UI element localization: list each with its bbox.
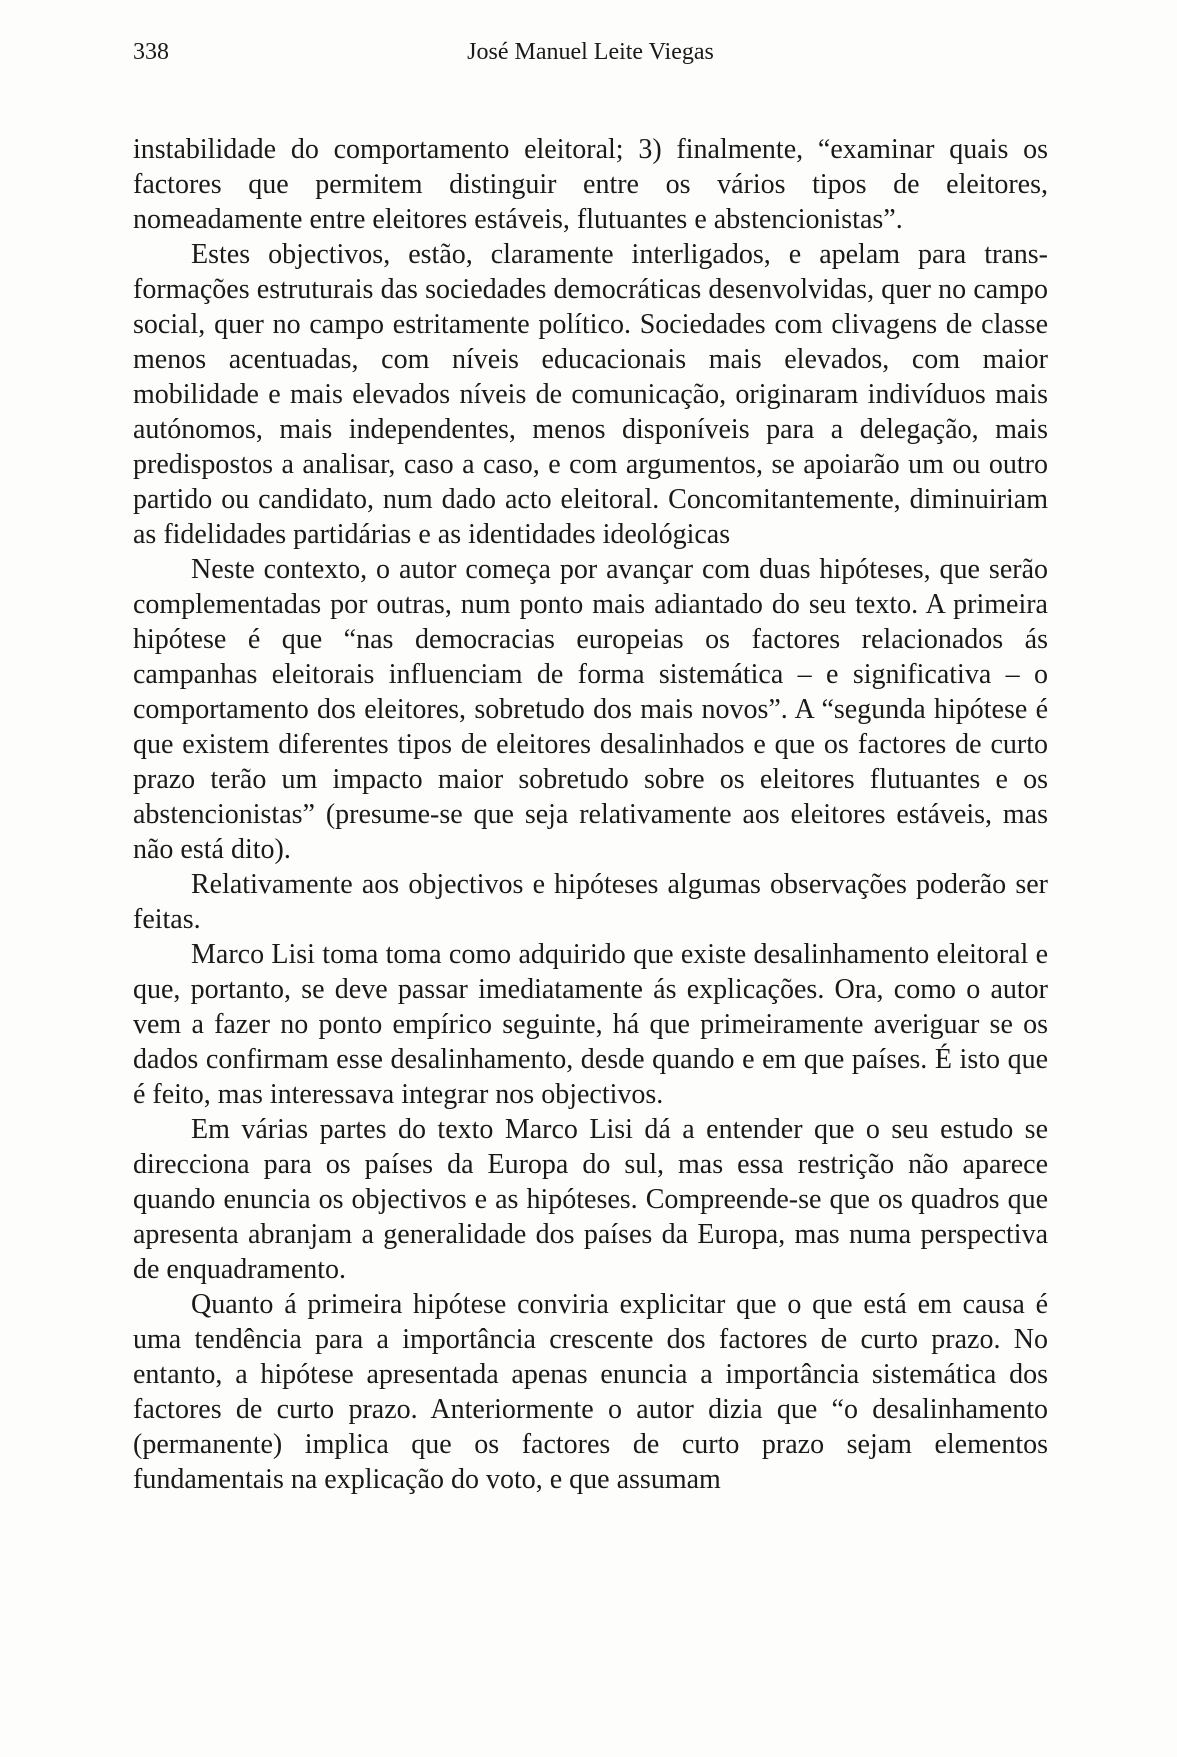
paragraph: Estes objectivos, estão, claramente interligados, e apelam para transformações estruturais das sociedades democráticas desenvolvidas, quer no campo social, quer no campo estritamente político. Sociedades com clivagens de classe menos acentuadas, com níveis educacionais mais elevados, com maior mobilidade e mais elevados níveis de comunicação, originaram indivíduos mais autónomos, mais independentes, menos disponíveis para a delegação, mais predispostos a analisar, caso a caso, e com argumentos, se apoiarão um ou outro partido ou candidato, num dado acto eleitoral. Concomitantemente, diminuiriam as fidelidades partidárias e as identidades ideológicas (133, 239, 1048, 550)
paragraph: Marco Lisi toma toma como adquirido que existe desalinhamento eleitoral e que, portanto, se deve passar imediatamente ás explicações. Ora, como o autor vem a fazer no ponto empírico seguinte, há que primeiramente averiguar se os dados confirmam esse desalinhamento, desde quando e em que países. É isto que é feito, mas interessava integrar nos objectivos. (133, 939, 1048, 1110)
paragraph: Em várias partes do texto Marco Lisi dá a entender que o seu estudo se direcciona para os países da Europa do sul, mas essa restrição não aparece quando enuncia os objectivos e as hipóteses. Compreende-se que os quadros que apresenta abranjam a generalidade dos países da Europa, mas numa perspectiva de enquadramento. (133, 1114, 1048, 1285)
paragraph-continuation: instabilidade do comportamento eleitoral; 3) finalmente, “examinar quais os factores que permitem distinguir entre os vários tipos de eleitores, nomeadamente entre eleitores estáveis, flutuantes e abstencionistas”. (133, 134, 1048, 235)
paragraph: Quanto á primeira hipótese conviria explicitar que o que está em causa é uma tendência para a importância crescente dos factores de curto prazo. No entanto, a hipótese apresentada apenas enuncia a importância sistemática dos factores de curto prazo. Anteriormente o autor dizia que “o desalinhamento (permanente) implica que os factores de curto prazo sejam elementos fundamentais na explicação do voto, e que assumam (133, 1289, 1048, 1495)
page-number: 338 (133, 39, 169, 65)
body-text (133, 132, 1048, 1497)
paragraph: Neste contexto, o autor começa por avançar com duas hipóteses, que serão complementadas por outras, num ponto mais adiantado do seu texto. A primeira hipótese é que “nas democracias europeias os factores relacionados ás campanhas eleitorais influenciam de forma sistemática – e significativa – o comportamento dos eleitores, sobretudo dos mais novos”. A “segunda hipótese é que existem diferentes tipos de eleitores desalinhados e que os factores de curto prazo terão um impacto maior sobretudo sobre os eleitores flutuantes e os abstencionistas” (presume-se que seja relativamente aos eleitores estáveis, mas não está dito). (133, 554, 1048, 865)
running-head: José Manuel Leite Viegas (467, 39, 714, 65)
paragraph: Relativamente aos objectivos e hipóteses algumas observações poderão ser feitas. (133, 869, 1048, 935)
page-header (133, 34, 1048, 70)
